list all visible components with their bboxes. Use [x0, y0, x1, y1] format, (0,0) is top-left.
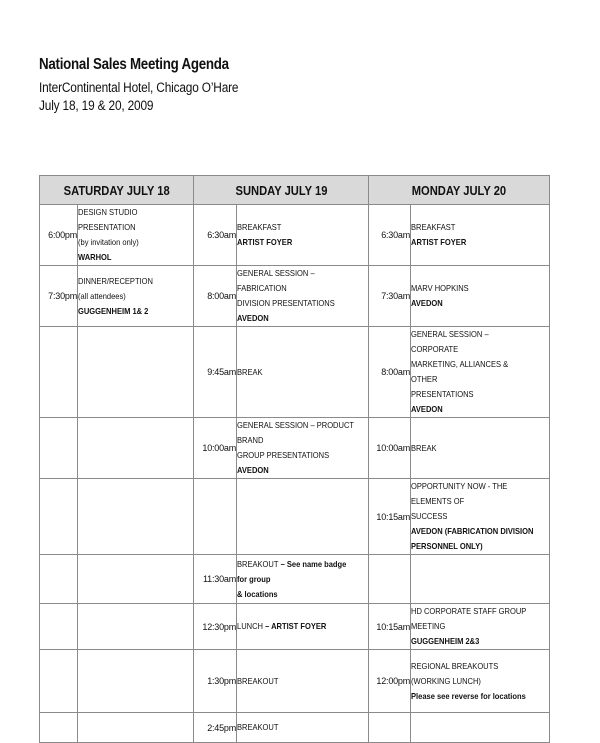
event-line: BREAK	[237, 366, 263, 377]
sat-event-cell	[78, 479, 194, 555]
sun-event-cell	[237, 479, 369, 555]
event-line: BREAKOUT	[237, 722, 279, 732]
event-line: BREAKOUT – See name badge for group	[237, 558, 347, 584]
sun-event-cell	[237, 327, 369, 418]
event-line: GUGGENHEIM 2&3	[411, 636, 480, 646]
sun-event-cell	[237, 713, 369, 743]
mon-event-cell	[411, 479, 550, 555]
event-line: & locations	[237, 588, 278, 599]
event-line: BREAKFAST	[237, 222, 282, 232]
event-line: PERSONNEL ONLY)	[411, 541, 483, 551]
sat-time-cell	[40, 604, 78, 650]
sun-event-cell	[237, 205, 369, 266]
event-line: WARHOL	[78, 252, 112, 262]
sat-event-cell	[78, 205, 194, 266]
event-line: SUCCESS	[411, 511, 448, 521]
mon-time-cell: 10:15am	[369, 479, 411, 555]
meeting-dates: July 18, 19 & 20, 2009	[39, 98, 154, 113]
sun-event-cell	[237, 418, 369, 479]
mon-event-cell	[411, 604, 550, 650]
mon-event-cell	[411, 205, 550, 266]
agenda-table	[39, 175, 550, 743]
mon-time-cell	[369, 555, 411, 604]
sat-time-cell	[40, 327, 78, 418]
day-header-sunday: SUNDAY JULY 19	[194, 176, 369, 205]
event-line: DESIGN STUDIO PRESENTATION	[78, 207, 138, 232]
event-line: LUNCH – ARTIST FOYER	[237, 621, 327, 631]
mon-time-cell: 10:00am	[369, 418, 411, 479]
event-line: AVEDON	[411, 404, 443, 414]
event-line: GENERAL SESSION – CORPORATE	[411, 329, 489, 354]
agenda-row	[40, 266, 550, 327]
sat-event-cell	[78, 713, 194, 743]
event-line: ARTIST FOYER	[411, 237, 467, 247]
event-line: PRESENTATIONS	[411, 389, 474, 399]
event-line: GENERAL SESSION – PRODUCT BRAND	[237, 420, 354, 445]
venue: InterContinental Hotel, Chicago O’Hare	[39, 80, 239, 95]
day-header-saturday: SATURDAY JULY 18	[40, 176, 194, 205]
event-line: AVEDON	[411, 298, 443, 308]
mon-time-cell: 12:00pm	[369, 650, 411, 713]
mon-time-cell	[369, 713, 411, 743]
sun-time-cell: 11:30am	[194, 555, 237, 604]
agenda-row	[40, 418, 550, 479]
sat-time-cell	[40, 555, 78, 604]
sun-event-cell	[237, 604, 369, 650]
event-line: Please see reverse for locations	[411, 690, 526, 701]
mon-time-cell: 10:15am	[369, 604, 411, 650]
sun-time-cell: 8:00am	[194, 266, 237, 327]
sun-event-cell	[237, 650, 369, 713]
sat-time-cell	[40, 713, 78, 743]
agenda-row	[40, 205, 550, 266]
mon-event-cell	[411, 266, 550, 327]
mon-event-cell	[411, 650, 550, 713]
sat-event-cell	[78, 604, 194, 650]
sun-time-cell: 10:00am	[194, 418, 237, 479]
event-line: AVEDON	[237, 313, 269, 323]
day-header-row	[40, 176, 550, 205]
mon-time-cell: 6:30am	[369, 205, 411, 266]
sat-time-cell	[40, 650, 78, 713]
sun-event-cell	[237, 555, 369, 604]
sat-time-cell: 7:30pm	[40, 266, 78, 327]
sun-time-cell: 6:30am	[194, 205, 237, 266]
sat-time-cell	[40, 479, 78, 555]
event-line: GROUP PRESENTATIONS	[237, 450, 330, 460]
agenda-row	[40, 327, 550, 418]
agenda-row	[40, 604, 550, 650]
sat-time-cell: 6:00pm	[40, 205, 78, 266]
event-line: GENERAL SESSION – FABRICATION	[237, 268, 315, 293]
sat-time-cell	[40, 418, 78, 479]
sun-time-cell	[194, 479, 237, 555]
agenda-row	[40, 479, 550, 555]
sun-time-cell: 2:45pm	[194, 713, 237, 743]
mon-time-cell: 7:30am	[369, 266, 411, 327]
event-line: AVEDON	[237, 465, 269, 475]
sun-event-cell	[237, 266, 369, 327]
event-line: AVEDON (FABRICATION DIVISION	[411, 526, 534, 536]
mon-event-cell	[411, 713, 550, 743]
event-line: GUGGENHEIM 1& 2	[78, 305, 149, 316]
mon-event-cell	[411, 418, 550, 479]
sun-time-cell: 9:45am	[194, 327, 237, 418]
mon-event-cell	[411, 327, 550, 418]
sat-event-cell	[78, 555, 194, 604]
event-line: REGIONAL BREAKOUTS	[411, 660, 499, 671]
day-header-monday: MONDAY JULY 20	[369, 176, 550, 205]
agenda-row	[40, 650, 550, 713]
mon-time-cell: 8:00am	[369, 327, 411, 418]
agenda-row	[40, 713, 550, 743]
event-line: MARV HOPKINS	[411, 283, 469, 293]
sun-time-cell: 12:30pm	[194, 604, 237, 650]
event-line: MARKETING, ALLIANCES & OTHER	[411, 359, 509, 384]
agenda-header	[39, 56, 266, 113]
sat-event-cell	[78, 327, 194, 418]
event-line: BREAK	[411, 442, 437, 453]
event-line: BREAKOUT	[237, 675, 279, 686]
event-line: BREAKFAST	[411, 222, 456, 232]
event-line: DIVISION PRESENTATIONS	[237, 298, 335, 308]
event-line: HD CORPORATE STAFF GROUP MEETING	[411, 606, 527, 631]
agenda-row	[40, 555, 550, 604]
sat-event-cell	[78, 418, 194, 479]
sat-event-cell	[78, 266, 194, 327]
event-line: (all attendees)	[78, 290, 126, 301]
event-line: (by invitation only)	[78, 237, 139, 247]
event-line: (WORKING LUNCH)	[411, 675, 481, 686]
agenda-title: National Sales Meeting Agenda	[39, 56, 229, 73]
event-line: OPPORTUNITY NOW - THE ELEMENTS OF	[411, 481, 508, 506]
event-line: ARTIST FOYER	[237, 237, 293, 247]
sat-event-cell	[78, 650, 194, 713]
event-line: DINNER/RECEPTION	[78, 275, 153, 286]
mon-event-cell	[411, 555, 550, 604]
sun-time-cell: 1:30pm	[194, 650, 237, 713]
